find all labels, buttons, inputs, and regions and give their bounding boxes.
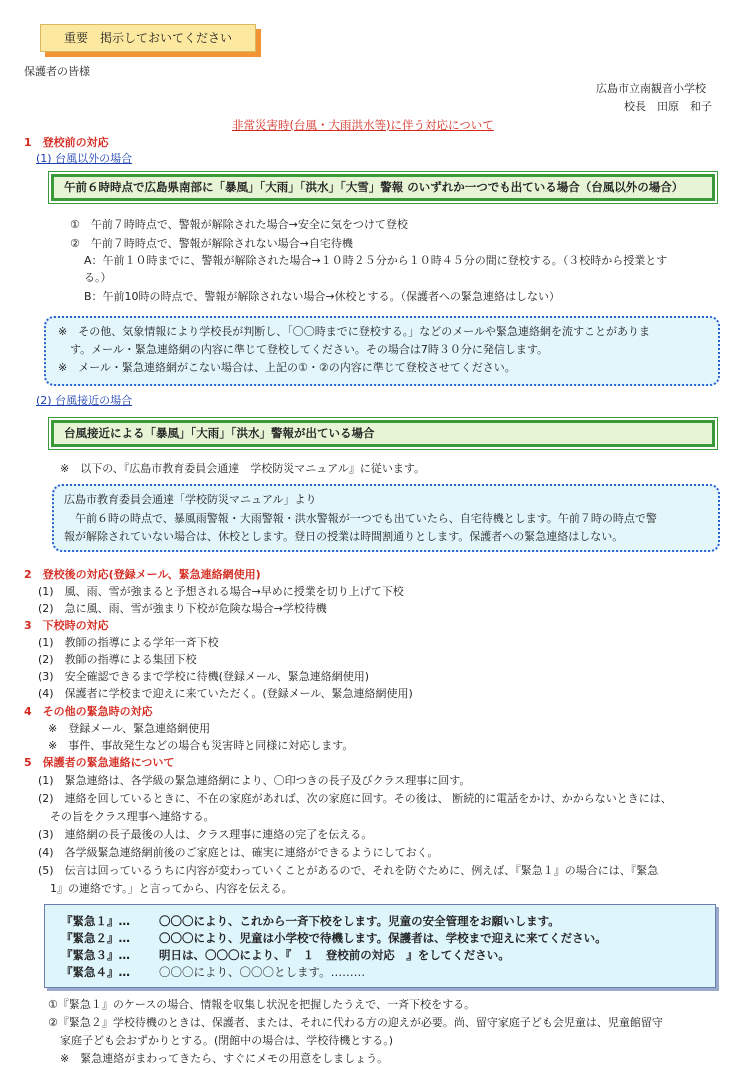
emergency-codes-box [44, 904, 716, 988]
s5-item-5: (5) 伝言は回っているうちに内容が変わっていくことがあるので、それを防ぐために、例えば、『緊急１』の場合には、『緊急 [38, 864, 659, 877]
manual-line-1: 広島市教育委員会通達「学校防災マニュアル」より [64, 493, 317, 506]
manual-line-2: 午前６時の時点で、暴風雨警報・大雨警報・洪水警報が一つでも出ていたら、自宅待機とします。午前７時の時点で警 [64, 512, 657, 525]
manual-line-3: 報が解除されていない場合は、休校とします。登日の授業は時間割通りとします。保護者への緊急連絡はしない。 [64, 530, 624, 543]
kinkyu-1-label: 『緊急１』… [61, 914, 130, 928]
section1-sub2 [36, 392, 132, 408]
s1-item-2: ② 午前７時時点で、警報が解除されない場合→自宅待機 [70, 237, 353, 250]
section2-heading: 2 登校後の対応(登録メール、緊急連絡網使用) [24, 568, 261, 581]
important-notice-label: 重要 掲示しておいてください [40, 24, 256, 52]
s4-item-2: ※ 事件、事故発生などの場合も災害時と同様に対応します。 [48, 739, 354, 752]
manual-excerpt-box [52, 484, 720, 552]
kinkyu-2-label: 『緊急２』… [61, 931, 130, 945]
kinkyu-3-label: 『緊急３』… [61, 948, 130, 962]
kinkyu-4-text: 〇〇〇により、〇〇〇とします。……… [159, 965, 366, 979]
school-name: 広島市立南観音小学校 [596, 82, 706, 95]
note-line-2: す。メール・緊急連絡網の内容に準じて登校してください。その場合は7時３０分に発信します。 [70, 343, 549, 356]
s5-item-4: (4) 各学級緊急連絡網前後のご家庭とは、確実に連絡ができるようにしておく。 [38, 846, 439, 859]
section1-sub1 [36, 150, 132, 166]
footer-note-2: ②『緊急２』学校待機のときは、保護者、または、それに代わる方の迎えが必要。尚、留守家庭子ども会児童は、児童館留守 [48, 1016, 663, 1029]
note-line-1: ※ その他、気象情報により学校長が判断し、「〇〇時までに登校する。」などのメールや緊急連絡網を流すことがありま [58, 325, 650, 338]
s5-item-3: (3) 連絡網の長子最後の人は、クラス理事に連絡の完了を伝える。 [38, 828, 373, 841]
document-title: 非常災害時(台風・大雨洪水等)に伴う対応について [232, 118, 494, 132]
s1-item-b: B：午前10時の時点で、警報が解除されない場合→休校とする。（保護者への緊急連絡はしない） [84, 290, 561, 303]
section5-heading: 5 保護者の緊急連絡について [24, 756, 175, 769]
section3-heading: 3 下校時の対応 [24, 619, 109, 632]
s1-item-1: ① 午前７時時点で、警報が解除された場合→安全に気をつけて登校 [70, 218, 408, 231]
kinkyu-4-label: 『緊急４』… [61, 965, 130, 979]
s1-item-a-cont: る。） [84, 271, 112, 284]
section1-sub2-text: (2) 台風接近の場合 [36, 394, 133, 407]
s2-item-1: (1) 風、雨、雪が強まると予想される場合→早めに授業を切り上げて下校 [38, 585, 404, 598]
s2-item-2: (2) 急に風、雨、雪が強まり下校が危険な場合→学校待機 [38, 602, 327, 615]
s5-item-2: (2) 連絡を回しているときに、不在の家庭があれば、次の家庭に回す。その後は、 断続的に電話をかけ、かからないときには、 [38, 792, 672, 805]
footer-note-3: ※ 緊急連絡がまわってきたら、すぐにメモの用意をしましょう。 [60, 1052, 389, 1065]
section4-heading: 4 その他の緊急時の対応 [24, 705, 153, 718]
note-line-3: ※ メール・緊急連絡網がこない場合は、上記の①・②の内容に準じて登校させてください。 [58, 361, 516, 374]
typhoon-condition-box: 台風接近による「暴風」「大雨」「洪水」警報が出ている場合 [51, 420, 715, 447]
s5-item-5-cont: 1』の連絡です。」と言ってから、内容を伝える。 [50, 882, 293, 895]
s3-item-4: (4) 保護者に学校まで迎えに来ていただく。(登録メール、緊急連絡網使用) [38, 687, 413, 700]
footer-note-1: ①『緊急１』のケースの場合、情報を収集し状況を把握したうえで、一斉下校をする。 [48, 998, 476, 1011]
salutation: 保護者の皆様 [24, 65, 90, 78]
kinkyu-1-text: 〇〇〇により、これから一斉下校をします。児童の安全管理をお願いします。 [159, 914, 560, 928]
typhoon-note: ※ 以下の、『広島市教育委員会通達 学校防災マニュアル』に従います。 [60, 462, 425, 475]
s3-item-1: (1) 教師の指導による学年一斉下校 [38, 636, 219, 649]
kinkyu-3-text: 明日は、〇〇〇により、『 １ 登校前の対応 』をしてください。 [159, 948, 510, 962]
other-notes-box [44, 316, 720, 386]
footer-note-2-cont: 家庭子ども会おずかりとする。(閉館中の場合は、学校待機とする。) [60, 1034, 394, 1047]
s3-item-2: (2) 教師の指導による集団下校 [38, 653, 197, 666]
principal-name: 校長 田原 和子 [624, 100, 712, 113]
s3-item-3: (3) 安全確認できるまで学校に待機(登録メール、緊急連絡網使用) [38, 670, 370, 683]
s4-item-1: ※ 登録メール、緊急連絡網使用 [48, 722, 211, 735]
s5-item-1: (1) 緊急連絡は、各学級の緊急連絡網により、〇印つきの長子及びクラス理事に回す。 [38, 774, 471, 787]
non-typhoon-condition-box: 午前６時時点で広島県南部に「暴風」「大雨」「洪水」「大雪」警報 のいずれか一つでも出ている場合（台風以外の場合） [51, 174, 715, 201]
kinkyu-2-text: 〇〇〇により、児童は小学校で待機します。保護者は、学校まで迎えに来てください。 [159, 931, 607, 945]
section1-sub1-text: (1) 台風以外の場合 [36, 152, 133, 165]
s1-item-a: A：午前１０時までに、警報が解除された場合→１０時２５分から１０時４５分の間に登校する。（３校時から授業とす [84, 254, 668, 267]
s5-item-2-cont: その旨をクラス理事へ連絡する。 [50, 810, 215, 823]
section1-heading: 1 登校前の対応 [24, 136, 109, 149]
